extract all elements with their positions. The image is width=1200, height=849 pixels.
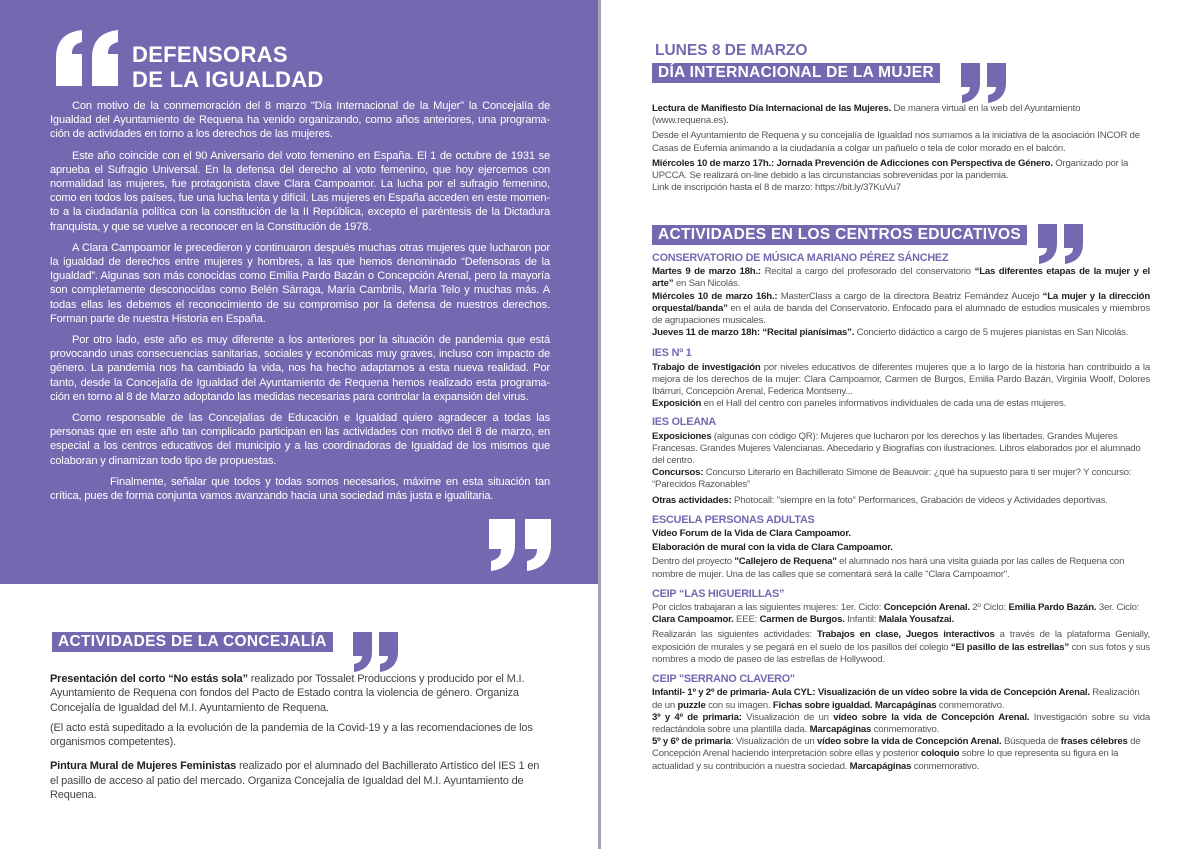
item-title: “La mujer y la dirección orquestal/banda” xyxy=(652,290,1150,314)
item-text: conmemorativo. xyxy=(871,723,940,735)
item-title: “El pasillo de las estrellas” xyxy=(950,641,1069,653)
section-heading-centros: ACTIVIDADES EN LOS CENTROS EDUCATIVOS xyxy=(652,225,1027,245)
section-heading-dia-mujer: DÍA INTERNACIONAL DE LA MUJER xyxy=(652,63,940,83)
item-text: de Concepción Arenal haciendo interpretación sobre ellas y posterior xyxy=(652,736,1141,760)
item-title: Jueves 11 de marzo 18h: “Recital pianísimas”. xyxy=(652,327,855,339)
item-text: Búsqueda de xyxy=(1001,736,1061,748)
center-item xyxy=(652,362,1150,399)
activity-description: realizado por el alumnado del Bachillerato Artístico del IES 1 en el pasillo de acceso al patio del mercado. Organiza Concejalía de Igualdad del M.I. Ayuntamiento de Requena. xyxy=(50,760,540,802)
item-text: (algunas con código QR): Mujeres que lucharon por los derechos y las libertades. Grandes Mujeres Francesas. Grandes Mujeres Valencianas. Abecedario y Biografías con ilustraciones. Libros elaborados por el alumnado del centro. xyxy=(652,430,1141,467)
dia-mujer-content xyxy=(652,103,1150,197)
item-title: Exposición xyxy=(652,398,702,410)
item-text: con su imagen. xyxy=(705,699,773,711)
item-title: Concursos: xyxy=(652,467,704,479)
item-text: 2º Ciclo: xyxy=(969,602,1009,614)
item-title: Marcapáginas xyxy=(849,760,912,772)
item-text: Infantil: xyxy=(844,614,879,626)
item-text: sobre lo que representa su figura en la actualidad y su contribución a nuestra sociedad. xyxy=(652,748,1119,772)
activity-description: realizado por Tossalet Produccions y producido por el M.I. Ayuntamiento de Requena con fondos del Pacto de Estado contra la violencia de género. Organiza Concejalía de Igualdad del M.I. Ayuntamiento de Requena. xyxy=(50,673,525,714)
item-title: vídeo sobre la vida de Concepción Arenal. xyxy=(833,711,1030,723)
item-title: puzzle xyxy=(677,699,706,711)
item-title: Exposiciones xyxy=(652,430,712,442)
section-heading-concejalia: ACTIVIDADES DE LA CONCEJALÍA xyxy=(52,632,333,652)
center-title: ESCUELA PERSONAS ADULTAS xyxy=(652,513,815,526)
concejalia-activities xyxy=(50,672,550,808)
event-item xyxy=(652,103,1150,127)
item-title: 3º y 4º de primaria: xyxy=(652,711,742,723)
intro-paragraph: Finalmente, señalar que todos y todas somos necesarios, máxime en esta situación tan crítica, pues de forma conjunta vamos avanzando hacia una sociedad más justa e igualitaria. xyxy=(50,475,550,503)
center-item xyxy=(652,712,1150,736)
center-item xyxy=(652,629,1150,666)
center-item: Vídeo Forum de la Vida de Clara Campoamor. xyxy=(652,528,851,540)
item-title: coloquio xyxy=(920,748,960,760)
center-item xyxy=(652,736,1150,773)
item-text: con sus fotos y sus nombres a modo de paseo de las estrellas de Hollywood. xyxy=(652,641,1150,665)
center-item xyxy=(652,556,1150,580)
activity-item xyxy=(50,759,550,802)
item-text: por niveles educativos de diferentes mujeres que a lo largo de la historia han contribuido a la mejora de los derechos de la mujer: Clara Campoamor, Carmen de Burgos, Emilia Pardo Bazán, Virginia Woolf, Dolores Ibárruri, Concepción Arenal, Federica Montseny... xyxy=(652,361,1150,398)
center-title: CONSERVATORIO DE MÚSICA MARIANO PÉREZ SÁNCHEZ xyxy=(652,252,949,264)
item-title: Concepción Arenal. xyxy=(883,602,970,614)
item-title: Malala Yousafzai. xyxy=(878,614,954,626)
close-quote-icon xyxy=(958,62,1010,104)
item-text: Por ciclos trabajaran a las siguientes mujeres: 1er. Ciclo: xyxy=(652,602,884,614)
item-title: “Las diferentes etapas de la mujer y el arte” xyxy=(652,266,1150,290)
title-line-1: DEFENSORAS xyxy=(132,42,288,67)
activity-title: Pintura Mural de Mujeres Feministas xyxy=(50,760,237,773)
activity-item xyxy=(50,672,550,715)
item-text: el alumnado nos hará una visita guiada por las calles de Requena con nombre de mujer. Una de las calles que se comentará será la calle "Clara Campoamor". xyxy=(652,556,1125,580)
item-text: Photocall: "siempre en la foto" Performances, Grabación de videos y Actividades deportivas. xyxy=(731,494,1108,506)
intro-paragraph: Con motivo de la conmemoración del 8 marzo "Día Internacional de la Mujer" la Concejalía de Igualdad del Ayuntamiento de Requena ha venido organizando, como años anteriores, una programa-ción de actividades en torno a los derechos de las mujeres. xyxy=(50,100,550,141)
center-title: IES OLEANA xyxy=(652,416,716,429)
item-title: Carmen de Burgos. xyxy=(759,614,845,626)
center-item: Elaboración de mural con la vida de Clara Campoamor. xyxy=(652,542,893,554)
item-text: Visualización de un xyxy=(741,711,834,723)
item-title: vídeo sobre la vida de Concepción Arenal. xyxy=(817,736,1002,748)
item-text: a través de la plataforma Genially, exposición de murales y se pegará en el suelo de los pasillos del colegio xyxy=(652,629,1150,653)
signature-role: Concejala de Educación e Igualdad xyxy=(893,547,1074,559)
page-divider xyxy=(598,0,601,849)
center-item xyxy=(652,327,1150,339)
item-text: en el Hall del centro con paneles informativos individuales de cada una de estas mujeres. xyxy=(701,398,1067,410)
close-quote-icon xyxy=(485,517,555,572)
center-item xyxy=(652,291,1150,328)
item-text: en San Nicolás. xyxy=(673,278,741,290)
center-title: CEIP "SERRANO CLAVERO" xyxy=(652,673,795,686)
event-title: Miércoles 10 de marzo 17h.: Jornada Prevención de Adicciones con Perspectiva de Género. xyxy=(652,157,1053,169)
center-title: IES Nº 1 xyxy=(652,347,692,360)
center-item xyxy=(652,431,1150,468)
item-text: EEE: xyxy=(733,614,760,626)
item-date: Martes 9 de marzo 18h.: xyxy=(652,266,761,278)
center-item xyxy=(652,687,1150,711)
center-item xyxy=(652,467,1150,491)
intro-text xyxy=(50,99,550,510)
item-title: Infantil- 1º y 2º de primaria- Aula CYL: Visualización de un vídeo sobre la vida de Concepción Arenal. xyxy=(652,687,1090,699)
item-text: Realizarán las siguientes actividades: xyxy=(652,629,817,641)
item-text: Realización de un xyxy=(652,687,1140,711)
item-text: conmemorativo. xyxy=(911,760,980,772)
item-title: Fichas sobre igualdad. Marcapáginas xyxy=(772,699,937,711)
item-text: Concurso Literario en Bachillerato Simone de Beauvoir: ¿qué ha supuesto para ti ser mujer? Y concurso: “Parecidos Razonables” xyxy=(652,467,1132,491)
open-quote-icon xyxy=(52,28,122,88)
center-item xyxy=(652,398,1150,410)
item-title: Marcapáginas xyxy=(809,723,872,735)
item-text: 3er. Ciclo: xyxy=(1096,602,1140,614)
item-text: Concierto didáctico a cargo de 5 mujeres pianistas en San Nicolás. xyxy=(854,327,1129,339)
item-text: conmemorativo. xyxy=(936,699,1005,711)
item-text: : Visualización de un xyxy=(730,736,818,748)
item-title: Trabajos en clase, Juegos interactivos xyxy=(816,629,995,641)
item-title: Clara Campoamor. xyxy=(652,614,734,626)
intro-paragraph: A Clara Campoamor le precedieron y continuaron después muchas otras mujeres que lucharon por la igualdad de derechos entre mujeres y hombres, a las que hemos denominado “Defensoras de la Igualdad”. Algunas son más conocidas como Emilia Pardo Bazán o Concepción Arenal, pero la mayoría son completamente desconocidas como Belén Sárraga, María Cambrils, María Telo y muchas más. A todas ellas les debemos el reconocimiento de su compromiso por la defensa de nuestros derechos. Forman parte de nuestra Historia en España. xyxy=(50,241,550,325)
event-description: De manera virtual en la web del Ayuntamiento (www.requena.es). xyxy=(652,103,1081,127)
title-line-2: DE LA IGUALDAD xyxy=(132,67,324,92)
close-quote-icon xyxy=(350,631,402,673)
item-text: Investigación sobre su vida redactándola sobre una plantilla dada. xyxy=(652,711,1150,735)
event-date: LUNES 8 DE MARZO xyxy=(655,42,808,59)
item-title: Otras actividades: xyxy=(652,494,732,506)
registration-link[interactable]: Link de inscripción hasta el 8 de marzo: https://bit.ly/37KuVu7 xyxy=(652,182,901,194)
item-date: Miércoles 10 de marzo 16h.: xyxy=(652,290,778,302)
intro-paragraph: Por otro lado, este año es muy diferente a los anteriores por la situación de pandemia que está provocando unas consecuencias sanitarias, sociales y económicas muy graves, incluso con impacto de género. La pandemia nos ha cambiado la vida, nos ha hecho adaptarnos a esta nueva realidad. Por tanto, desde la Concejalía de Igualdad del Ayuntamiento de Requena hemos realizado esta programa-ción en torno al 8 de Marzo adoptando las medidas necesarias para controlar la expansión del virus. xyxy=(50,334,550,403)
center-title: CEIP “LAS HIGUERILLAS” xyxy=(652,587,785,600)
item-text: Dentro del proyecto xyxy=(652,556,735,568)
intro-paragraph: Este año coincide con el 90 Aniversario del voto femenino en España. El 1 de octubre de 1931 se aprueba el Sufragio Universal. En la defensa del derecho al voto femenino, que hoy ejercemos con normalidad las mujeres, fue protagonista clave Clara Campoamor. La lucha por el sufragio femenino, como en todos los países, fue una lucha lenta y difícil. Las mujeres en España acceden en este momen-to a la ciudadanía política con la constitución de la II República, excepto el paréntesis de la Dictadura franquista, y que se vuelve a reconocer en la Constitución de 1978. xyxy=(50,149,550,233)
activity-title: Presentación del corto “No estás sola” xyxy=(50,673,248,685)
event-item xyxy=(652,158,1150,182)
intro-paragraph: Como responsable de las Concejalías de Educación e Igualdad quiero agradecer a todas las personas que en este año tan complicado participan en las actividades con motivo del 8 de marzo, en especial a los centros educativos del municipio y a las coordinadoras de Igualdad de los mismos que colaboran y dinamizan todo tipo de propuestas. xyxy=(50,412,550,467)
event-title: Lectura de Manifiesto Día Internacional de las Mujeres. xyxy=(652,103,892,114)
center-item xyxy=(652,602,1150,626)
center-item xyxy=(652,266,1150,290)
event-item: Desde el Ayuntamiento de Requena y su concejalía de Igualdad nos sumamos a la iniciativa de la asociación INCOR de Casas de Eufemia animando a la ciudadanía a colgar un pañuelo o tela de color morado en el balcón. xyxy=(652,130,1140,154)
item-text: en el aula de banda del Conservatorio. Enfocado para el alumnado de estudios musicales y miembros de agrupaciones musicales. xyxy=(652,302,1150,327)
item-title: frases célebres xyxy=(1060,736,1128,748)
item-text: MasterClass a cargo de la directora Beatriz Fernández Aucejo xyxy=(777,290,1043,302)
center-item xyxy=(652,495,1150,507)
item-text: Recital a cargo del profesorado del conservatorio xyxy=(760,266,975,278)
item-title: Trabajo de investigación xyxy=(652,361,761,373)
item-title: "Callejero de Requena" xyxy=(734,556,837,568)
signature-name: Isabel García Hernández xyxy=(940,533,1074,545)
page-title xyxy=(132,42,324,92)
item-title: Emilia Pardo Bazán. xyxy=(1008,602,1097,614)
item-title: 5º y 6º de primaria xyxy=(652,736,731,748)
event-description: Organizado por la UPCCA. Se realizará on-line debido a las circunstancias sobrevenidas por la pandemia. xyxy=(652,157,1129,182)
centros-content xyxy=(652,252,1150,776)
activity-note: (El acto está supeditado a la evolución de la pandemia de la Covid-19 y a las recomendaciones de los organismos competentes). xyxy=(50,721,533,749)
